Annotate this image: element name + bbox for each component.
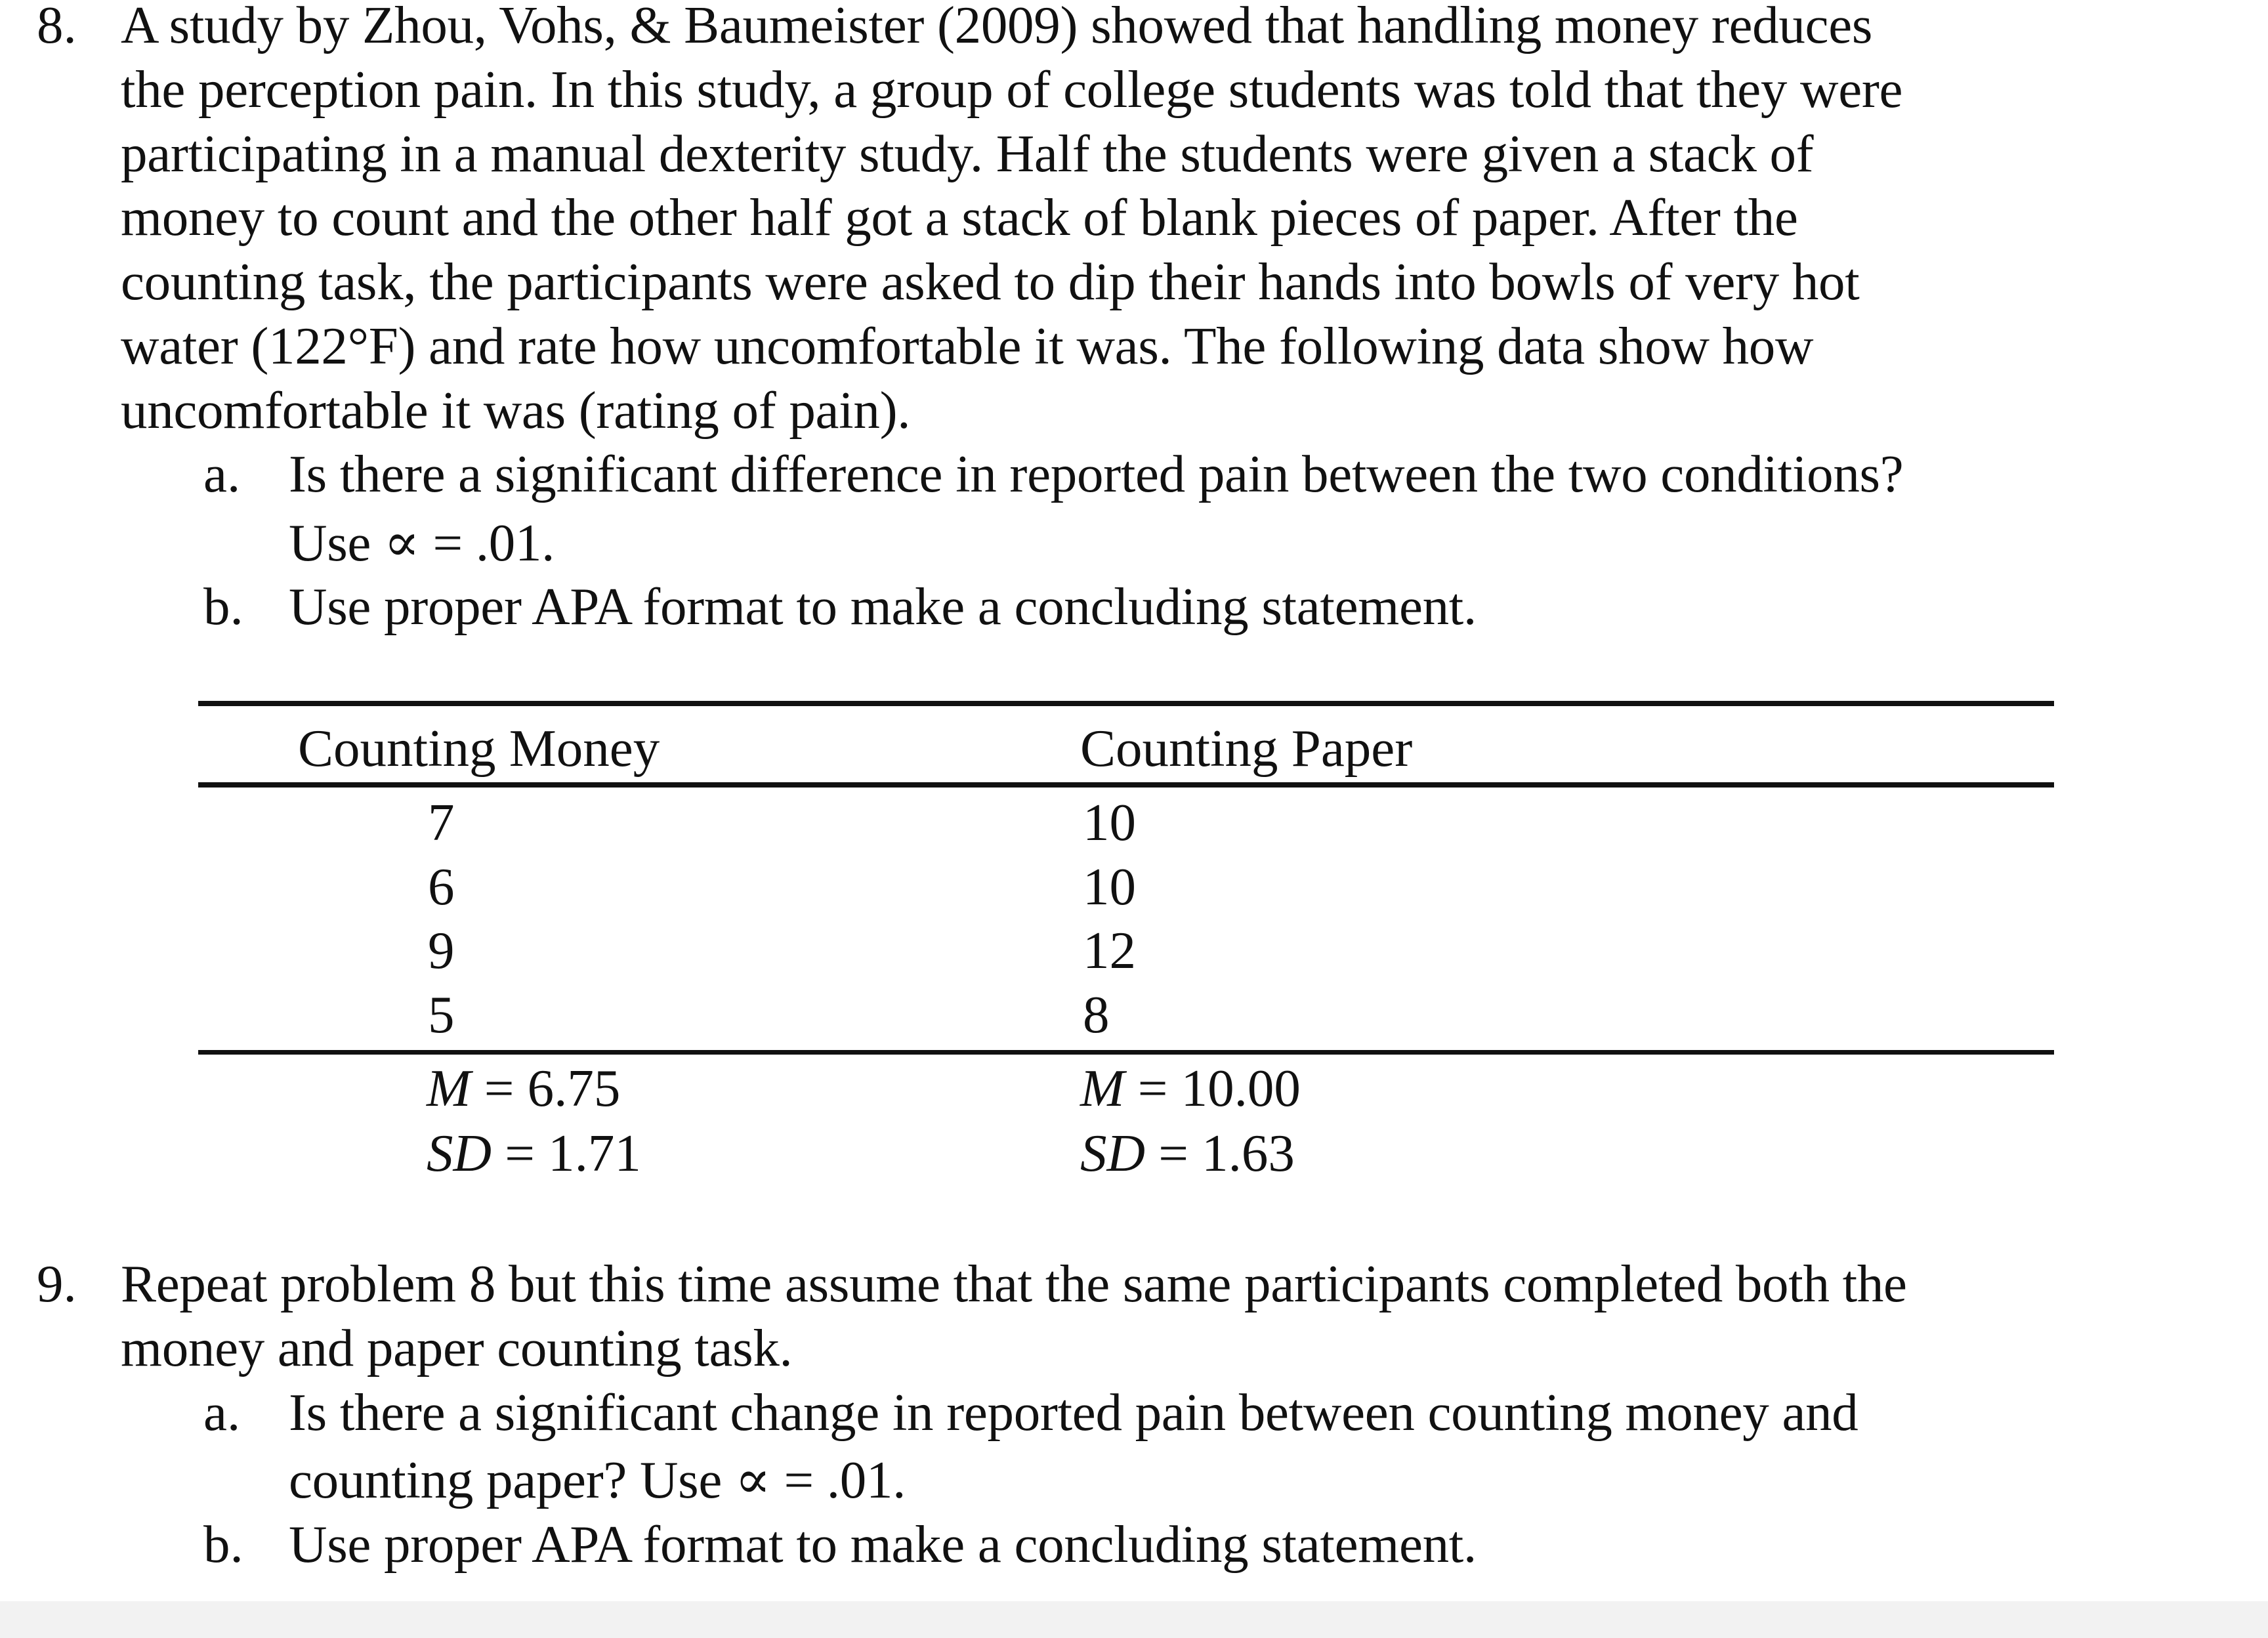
problem-9-number: 9. <box>37 1254 77 1313</box>
money-mean-label: M <box>427 1059 471 1118</box>
problem-8-part-a-label: a. <box>203 444 241 503</box>
table-cell-money-3: 9 <box>428 921 455 980</box>
table-cell-money-4: 5 <box>428 985 455 1044</box>
problem-8-part-b-label: b. <box>203 577 243 636</box>
paper-sd-label: SD <box>1080 1124 1145 1183</box>
problem-8-line-3: participating in a manual dexterity study. Half the students were given a stack of <box>121 124 1814 183</box>
problem-9-part-a-line-1: Is there a significant change in reported pain between counting money and <box>289 1383 1858 1442</box>
table-header-counting-paper: Counting Paper <box>1080 719 1413 778</box>
paper-mean <box>1080 1057 1301 1120</box>
problem-9-part-b-text: Use proper APA format to make a concluding statement. <box>289 1515 1477 1574</box>
problem-9-part-a-line-2: counting paper? Use ∝ = .01. <box>289 1450 906 1509</box>
money-sd-label: SD <box>427 1124 492 1183</box>
problem-8-part-b-text: Use proper APA format to make a concluding statement. <box>289 577 1477 636</box>
table-summary-rule <box>198 1050 2054 1055</box>
table-cell-money-1: 7 <box>428 793 455 852</box>
problem-9-line-1: Repeat problem 8 but this time assume that the same participants completed both the <box>121 1254 1907 1313</box>
table-cell-money-2: 6 <box>428 857 455 916</box>
money-mean <box>427 1057 620 1120</box>
problem-8-line-6: water (122°F) and rate how uncomfortable it was. The following data show how <box>121 316 1814 375</box>
problem-8-part-a-line-2: Use ∝ = .01. <box>289 513 555 572</box>
table-cell-paper-3: 12 <box>1083 921 1136 980</box>
problem-8-line-1: A study by Zhou, Vohs, & Baumeister (2009) showed that handling money reduces <box>121 0 1873 54</box>
money-sd-value: = 1.71 <box>492 1124 641 1183</box>
problem-8-line-2: the perception pain. In this study, a group of college students was told that they were <box>121 60 1903 119</box>
money-standard-deviation <box>427 1122 641 1185</box>
table-header-rule <box>198 782 2054 788</box>
problem-9-part-b-label: b. <box>203 1515 243 1574</box>
problem-8-line-7: uncomfortable it was (rating of pain). <box>121 381 911 440</box>
bottom-gray-strip <box>0 1601 2268 1638</box>
table-cell-paper-1: 10 <box>1083 793 1136 852</box>
table-top-rule <box>198 701 2054 706</box>
money-mean-value: = 6.75 <box>471 1059 621 1118</box>
problem-8-line-4: money to count and the other half got a stack of blank pieces of paper. After the <box>121 188 1798 247</box>
table-cell-paper-4: 8 <box>1083 985 1110 1044</box>
paper-mean-value: = 10.00 <box>1124 1059 1301 1118</box>
table-cell-paper-2: 10 <box>1083 857 1136 916</box>
paper-standard-deviation <box>1080 1122 1295 1185</box>
table-header-counting-money: Counting Money <box>298 719 660 778</box>
problem-8-line-5: counting task, the participants were asked to dip their hands into bowls of very hot <box>121 252 1860 311</box>
problem-8-part-a-line-1: Is there a significant difference in reported pain between the two conditions? <box>289 444 1904 503</box>
problem-9-part-a-label: a. <box>203 1383 241 1442</box>
problem-8-number: 8. <box>37 0 77 54</box>
problem-9-line-2: money and paper counting task. <box>121 1318 793 1377</box>
paper-mean-label: M <box>1080 1059 1125 1118</box>
paper-sd-value: = 1.63 <box>1145 1124 1295 1183</box>
